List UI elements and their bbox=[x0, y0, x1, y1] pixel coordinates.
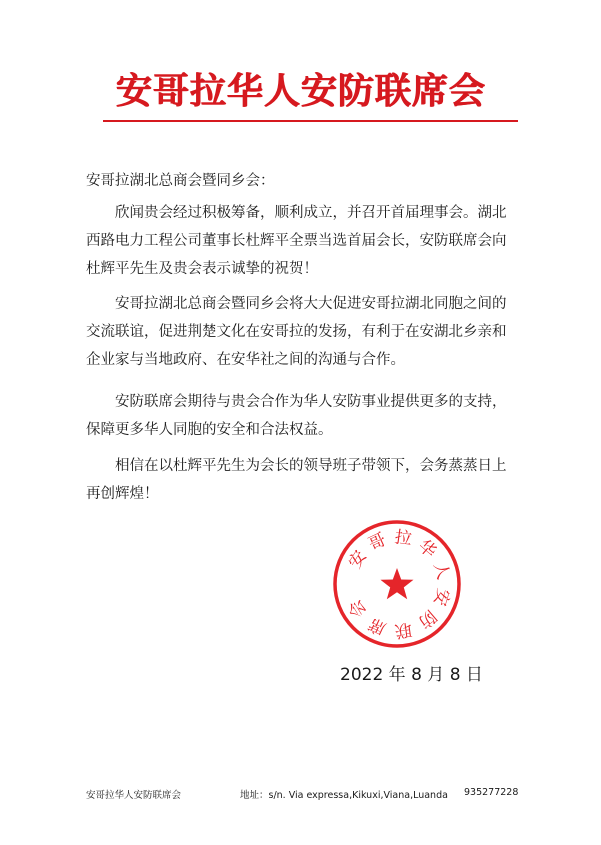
seal-character: 防 bbox=[414, 605, 440, 633]
seal-character: 席 bbox=[365, 612, 390, 639]
seal-star-icon bbox=[381, 568, 414, 599]
seal-character: 会 bbox=[345, 595, 371, 621]
footer-organization: 安哥拉华人安防联席会 bbox=[86, 790, 182, 801]
seal-character: 联 bbox=[393, 618, 414, 641]
seal-character: 安 bbox=[429, 586, 454, 609]
seal-character: 安 bbox=[345, 547, 371, 573]
letter-paragraph-4 bbox=[86, 452, 518, 508]
paragraph-text: 安哥拉湖北总商会暨同乡会将大大促进安哥拉湖北同胞之间的交流联谊，促进荆楚文化在安哥拉的发扬，有利于在安湖北乡亲和企业家与当地政府、在安华社之间的沟通与合作。 bbox=[86, 296, 507, 368]
paragraph-text: 相信在以杜辉平先生为会长的领导班子带领下，会务蒸蒸日上再创辉煌！ bbox=[86, 458, 507, 502]
seal-character: 拉 bbox=[393, 527, 414, 550]
official-seal bbox=[331, 518, 463, 650]
seal-character: 人 bbox=[429, 559, 454, 582]
letter-paragraph-2 bbox=[86, 290, 518, 374]
footer-address: 地址：s/n. Via expressa,Kikuxi,Viana,Luanda bbox=[240, 790, 448, 801]
footer-phone: 935277228 bbox=[464, 787, 519, 798]
salutation: 安哥拉湖北总商会暨同乡会： bbox=[86, 173, 275, 189]
letter-paragraph-3 bbox=[86, 388, 518, 444]
letter-date: 2022 年 8 月 8 日 bbox=[340, 665, 483, 685]
seal-character: 哥 bbox=[365, 529, 390, 556]
letterhead-title: 安哥拉华人安防联席会 bbox=[115, 71, 486, 112]
paragraph-text: 安防联席会期待与贵会合作为华人安防事业提供更多的支持，保障更多华人同胞的安全和合法权益。 bbox=[86, 394, 507, 438]
letterhead-divider bbox=[103, 120, 518, 122]
letter-paragraph-1 bbox=[86, 199, 518, 283]
paragraph-text: 欣闻贵会经过积极筹备，顺利成立，并召开首届理事会。湖北西路电力工程公司董事长杜辉平全票当选首届会长，安防联席会向杜辉平先生及贵会表示诚挚的祝贺！ bbox=[86, 205, 507, 277]
seal-character: 华 bbox=[414, 535, 440, 563]
